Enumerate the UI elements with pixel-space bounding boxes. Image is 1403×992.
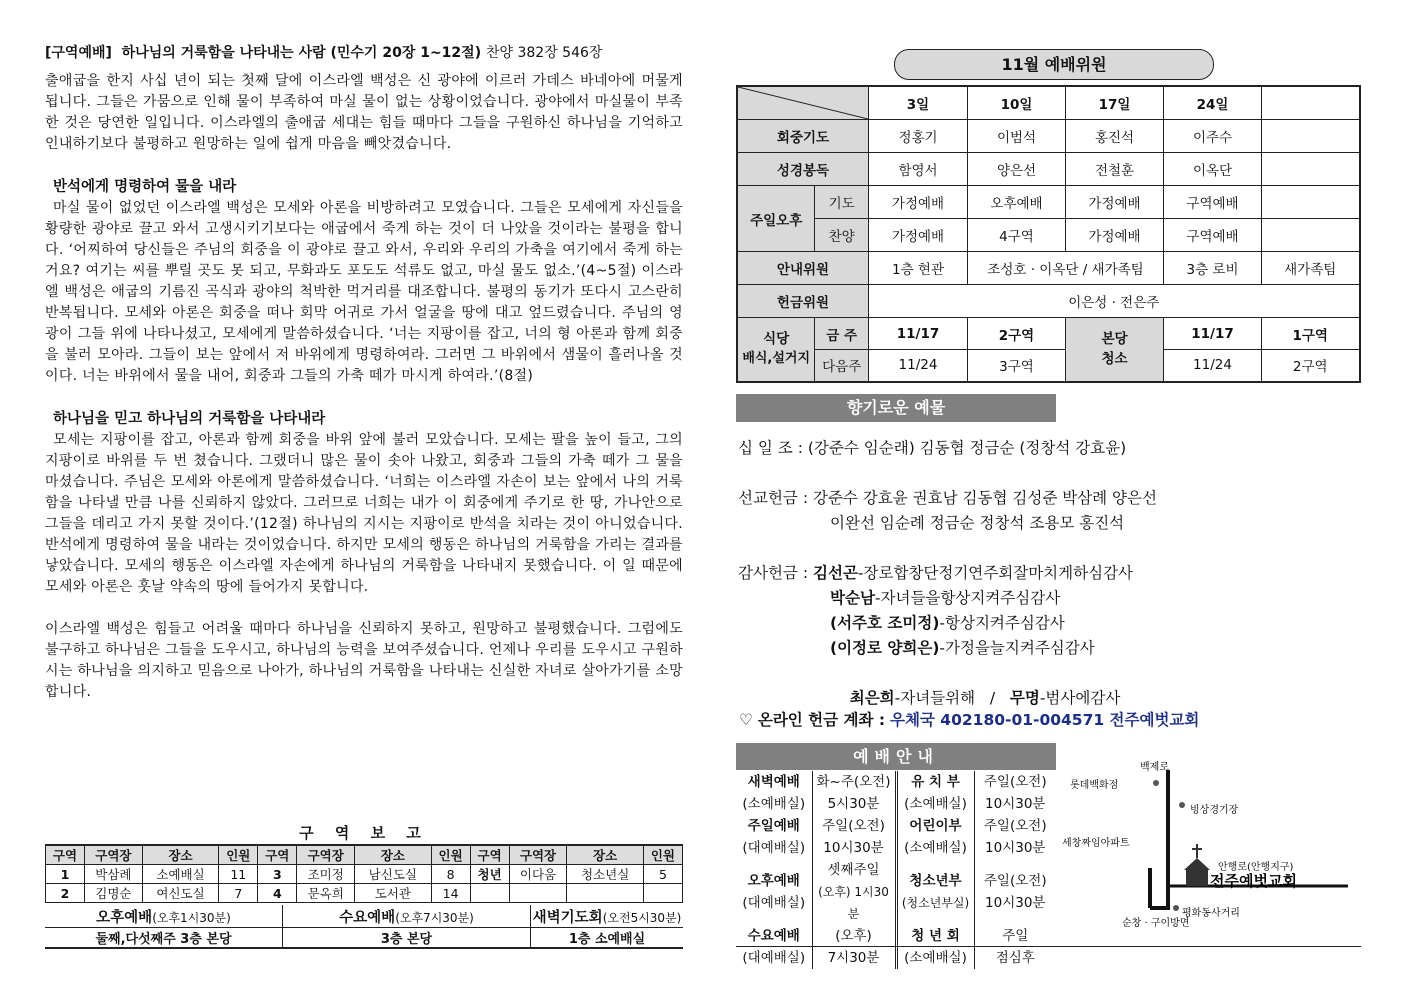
schedule-cell (1262, 186, 1360, 219)
sub-label: 기도 (815, 186, 869, 219)
district-cell: 7 (219, 884, 258, 903)
schedule-cell: 이주수 (1164, 120, 1262, 153)
guide-cell (812, 859, 896, 925)
service-cell (531, 905, 684, 928)
map-label-baekje: 백제로 (1140, 762, 1169, 773)
service-place: 3층 본당 (283, 928, 531, 949)
meal-label: 배식,설거지 (742, 351, 811, 367)
mission-names: 강준수 강효윤 권효남 김동협 김성준 박삼례 양은선 (812, 489, 1157, 507)
row-label (737, 318, 815, 382)
guide-time: 5시30분 (827, 796, 880, 812)
district-cell (643, 884, 682, 903)
guide-name: 수요예배 (747, 928, 800, 944)
schedule-cell: 가정예배 (869, 186, 968, 219)
guide-name: 청소년부 (909, 873, 962, 889)
district-cell: 소예배실 (142, 865, 219, 884)
row-label: 회중기도 (737, 120, 869, 153)
marker-icon (1173, 905, 1179, 911)
row-label: 안내위원 (737, 252, 869, 285)
guide-sub: (소예배실) (904, 950, 967, 966)
schedule-corner (737, 86, 869, 120)
guide-name: 유 치 부 (911, 774, 960, 790)
worship-guide-band: 예배안내 (736, 743, 1056, 770)
service-cell (45, 905, 283, 928)
guide-cell (974, 859, 1056, 925)
guide-cell (812, 771, 896, 815)
service-cell (283, 905, 531, 928)
thanks-name: (서주호 조미정) (830, 614, 940, 632)
sermon-section (45, 42, 683, 703)
sermon-title-line (45, 42, 683, 62)
guide-time: 10시30분 (985, 895, 1046, 911)
schedule-cell: 이옥단 (1164, 153, 1262, 186)
guide-name: 주일예배 (747, 818, 800, 834)
guide-time: (오후) (835, 928, 872, 944)
schedule-cell: 3층 로비 (1164, 252, 1262, 285)
guide-bottom-rule (736, 946, 1361, 947)
guide-sub: (대예배실) (742, 895, 806, 911)
sermon-title: 하나님의 거룩함을 나타내는 사람 (민수기 20장 1~12절) (121, 45, 482, 61)
schedule-cell: 11/17 (1164, 318, 1262, 350)
schedule-cell: 11/17 (869, 318, 968, 350)
district-header: 구역 (46, 845, 85, 865)
guide-time: 셋째주일 (827, 862, 880, 878)
schedule-cell: 새가족팀 (1262, 252, 1360, 285)
offerings-band: 향기로운 예물 (736, 394, 1056, 422)
thanks-section (738, 561, 1134, 707)
district-cell: 남신도실 (355, 865, 432, 884)
november-schedule (736, 85, 1361, 383)
row-label (1066, 318, 1164, 382)
schedule-cell: 조성호 · 이옥단 / 새가족팀 (968, 252, 1164, 285)
thanks-text: -범사에감사 (1039, 689, 1121, 707)
guide-time: 주일(오전) (983, 818, 1047, 834)
schedule-cell (1262, 153, 1360, 186)
district-cell: 5 (643, 865, 682, 884)
november-title: 11월 예배위원 (894, 49, 1214, 80)
guide-sub: (대예배실) (742, 950, 806, 966)
map-label-sunchang: 순창 · 구이방면 (1122, 918, 1190, 929)
district-cell: 도서관 (355, 884, 432, 903)
district-header: 장소 (567, 845, 644, 865)
district-header: 구역장 (297, 845, 355, 865)
schedule-cell: 가정예배 (869, 219, 968, 252)
sermon-subheading-2: 반석에게 명령하여 물을 내라 (53, 179, 237, 195)
district-header-row (46, 845, 683, 865)
service-name: 수요예배 (339, 909, 396, 926)
district-cell: 김명순 (85, 884, 143, 903)
thanks-name: (이정로 양희은) (830, 639, 940, 657)
guide-cell (812, 925, 896, 969)
district-cell: 이다움 (509, 865, 567, 884)
church-icon (1184, 844, 1210, 886)
sermon-label: [구역예배] (45, 45, 112, 61)
schedule-cell: 2구역 (1262, 350, 1360, 382)
schedule-cell: 양은선 (968, 153, 1066, 186)
marker-icon (1153, 780, 1159, 786)
schedule-cell: 1층 현관 (869, 252, 968, 285)
schedule-cell: 구역예배 (1164, 219, 1262, 252)
thanks-text: -자녀들을항상지켜주심감사 (874, 589, 1061, 607)
district-cell: 14 (431, 884, 470, 903)
schedule-cell: 전철훈 (1066, 153, 1164, 186)
guide-time: 주일(오전) (983, 774, 1047, 790)
district-header: 구역 (470, 845, 509, 865)
schedule-cell: 오후예배 (968, 186, 1066, 219)
sermon-paragraph-3: 모세는 지팡이를 잡고, 아론과 함께 회중을 바위 앞에 불러 모았습니다. 모세는 팔을 높이 들고, 그의 지팡이로 바위를 두 번 쳤습니다. 그랬더니 많은 물이 솟아 나왔고, 회중과 그들의 가축 떼가 그 물을 마셨습니다. 주님은 모세와 아론에게 말씀하셨습니다. ‘너희는 이스라엘 자손이 보는 앞에서 나의 거룩함을 나타낼 만큼 나를 신뢰하지 않았다. 그러므로 너희는 내가 이 회중에게 주기로 한 땅, 가나안으로 그들을 데리고 가지 못할 것이다.’(12절) 하나님의 지시는 지팡이로 반석을 치라는 것이 아니었습니다. 반석에게 명령하여 물을 내라는 것이었습니다. 하지만 모세의 행동은 하나님의 거룩함을 가리는 결과를 낳았습니다. 모세의 행동은 이스라엘 자손에게 하나님의 거룩함을 나타내지 못했습니다. 이 일 때문에 모세와 아론은 훗날 약속의 땅에 들어가지 못합니다. (45, 432, 683, 595)
service-time: (오후7시30분) (395, 910, 474, 925)
service-time: (오후1시30분) (152, 910, 231, 925)
map-label-apt: 세창짜임아파트 (1062, 838, 1130, 849)
map-label-inhaeng: 안행로(안행지구) (1218, 862, 1294, 873)
guide-cell (736, 815, 812, 859)
service-time: (오전5시30분) (602, 910, 682, 925)
district-header: 인원 (431, 845, 470, 865)
sermon-hymn: 찬양 382장 546장 (485, 45, 603, 61)
mission-label: 선교헌금 : (738, 489, 809, 507)
district-header: 인원 (219, 845, 258, 865)
district-report (45, 822, 683, 949)
row-label: 헌금위원 (737, 285, 869, 318)
guide-sub: (대예배실) (742, 840, 806, 856)
guide-cell (896, 859, 974, 925)
thanks-name: 박순남 (830, 589, 875, 607)
guide-time: (오후) 1시30분 (818, 885, 889, 921)
district-cell: 2 (46, 884, 85, 903)
november-schedule-table (736, 85, 1361, 383)
guide-time: 10시30분 (823, 840, 884, 856)
worship-guide-table (736, 771, 1056, 969)
district-cell: 3 (258, 865, 297, 884)
guide-time: 주일(오전) (822, 818, 885, 834)
guide-time: 주일 (1002, 928, 1029, 944)
thanks-text: -장로합창단정기연주회잘마치게하심감사 (857, 564, 1134, 582)
mission-section (738, 486, 1157, 536)
online-label: 온라인 헌금 계좌 : (757, 711, 886, 729)
district-cell (509, 884, 567, 903)
district-cell: 4 (258, 884, 297, 903)
row-label: 성경봉독 (737, 153, 869, 186)
map-label-church: 전주예벗교회 (1210, 872, 1297, 890)
guide-cell (974, 771, 1056, 815)
guide-cell (974, 925, 1056, 969)
district-report-title: 구 역 보 고 (299, 824, 429, 842)
guide-cell (974, 815, 1056, 859)
date-header: 17일 (1066, 86, 1164, 120)
schedule-cell: 가정예배 (1066, 186, 1164, 219)
thanks-name: 최은희 (849, 689, 895, 707)
thanks-text: -항상지켜주심감사 (939, 614, 1065, 632)
guide-sub: (소예배실) (904, 840, 967, 856)
online-account: 우체국 402180-01-004571 전주예벗교회 (889, 711, 1200, 729)
service-times-table (45, 905, 683, 949)
date-header: 24일 (1164, 86, 1262, 120)
table-row (46, 884, 683, 903)
guide-name: 새벽예배 (747, 774, 800, 790)
schedule-cell: 2구역 (968, 318, 1066, 350)
sub-label: 다음주 (815, 350, 869, 382)
district-cell: 문옥희 (297, 884, 355, 903)
guide-time: 7시30분 (827, 950, 880, 966)
service-place: 둘째,다섯째주 3층 본당 (45, 928, 283, 949)
map-label-ice: 빙상경기장 (1190, 805, 1239, 816)
sermon-paragraph-1: 출애굽을 한지 사십 년이 되는 첫째 달에 이스라엘 백성은 신 광야에 이르러 가데스 바네아에 머물게 됩니다. 그들은 가뭄으로 인해 물이 부족하여 마실 물이 없는 상황이었습니다. 광야에서 마실물이 부족한 것은 당연한 일입니다. 이스라엘의 출애굽 세대는 힘들 때마다 그들을 구원하신 하나님을 기억하고 인내하기보다 불평하고 원망하는 일에 쉽게 마음을 빼앗겼습니다. (45, 73, 683, 152)
heart-icon: ♡ (739, 711, 753, 729)
schedule-cell: 11/24 (1164, 350, 1262, 382)
map-label-lotte: 롯데백화점 (1070, 780, 1119, 791)
guide-time: 화~주(오전) (816, 774, 891, 790)
guide-sub: (청소년부실) (901, 896, 970, 910)
guide-name: 어린이부 (909, 818, 962, 834)
guide-time: 점심후 (995, 950, 1035, 966)
schedule-cell (1262, 219, 1360, 252)
sub-label: 금 주 (815, 318, 869, 350)
service-place: 1층 소예배실 (531, 928, 684, 949)
guide-cell (896, 925, 974, 969)
district-cell: 청년 (470, 865, 509, 884)
schedule-cell: 이범석 (968, 120, 1066, 153)
schedule-cell: 이은성 · 전은주 (869, 285, 1360, 318)
tithe-label: 십 일 조 : (738, 439, 803, 457)
guide-name: 오후예배 (747, 873, 800, 889)
date-header: 3일 (869, 86, 968, 120)
clean-label: 본당 (1101, 331, 1128, 348)
date-header (1262, 86, 1360, 120)
district-cell: 8 (431, 865, 470, 884)
guide-sub: (소예배실) (742, 796, 806, 812)
district-cell: 1 (46, 865, 85, 884)
district-cell: 11 (219, 865, 258, 884)
thanks-label: 감사헌금 : (738, 564, 809, 582)
marker-icon (1179, 802, 1185, 808)
guide-cell (896, 815, 974, 859)
schedule-cell: 1구역 (1262, 318, 1360, 350)
guide-cell (896, 771, 974, 815)
sermon-paragraph-2: 마실 물이 없었던 이스라엘 백성은 모세와 아론을 비방하려고 모였습니다. 그들은 모세에게 자신들을 황량한 광야로 끌고 와서 고생시키기보다는 애굽에서 죽게 하는 것이 더 나았을 것이라는 불평을 합니다. ‘어찌하여 당신들은 주님의 회중을 이 광야로 끌고 와서, 우리와 우리의 가축을 여기에서 죽게 하는 거요? 여기는 씨를 뿌릴 곳도 못 되고, 무화과도 포도도 석류도 없고, 마실 물도 없소.’(4~5절) 이스라엘 백성은 애굽의 기름진 곡식과 광야의 척박한 먹거리를 대조합니다. 불평의 동기가 또다시 고스란히 반복됩니다. 모세와 아론은 회중을 떠나 회막 어귀로 가서 얼굴을 땅에 대고 엎드렸습니다. 주님의 영광이 그들 위에 나타나셨고, 모세에게 말씀하셨습니다. ‘너는 지팡이를 잡고, 너의 형 아론과 함께 회중을 불러 모아라. 그들이 보는 앞에서 저 바위에게 명령하여라. 그러면 그 바위에서 샘물이 흘러나올 것이다. 너는 바위에서 물을 내어, 회중과 그들의 가축 떼가 마시게 하여라.’(8절) (45, 200, 683, 384)
thanks-text: -자녀들위해 / (894, 689, 1010, 707)
schedule-cell (1262, 120, 1360, 153)
district-cell: 청소년실 (567, 865, 644, 884)
guide-cell (812, 815, 896, 859)
guide-time: 10시30분 (985, 840, 1046, 856)
tithe-section (738, 436, 1126, 461)
schedule-cell: 홍진석 (1066, 120, 1164, 153)
clean-label: 청소 (1101, 351, 1128, 368)
date-header: 10일 (968, 86, 1066, 120)
schedule-cell: 4구역 (968, 219, 1066, 252)
schedule-cell: 11/24 (869, 350, 968, 382)
guide-cell (736, 859, 812, 925)
schedule-cell: 함영서 (869, 153, 968, 186)
district-header: 장소 (142, 845, 219, 865)
guide-cell (736, 925, 812, 969)
table-row (46, 865, 683, 884)
district-cell: 여신도실 (142, 884, 219, 903)
district-header: 구역 (258, 845, 297, 865)
district-cell: 박삼례 (85, 865, 143, 884)
guide-cell (736, 771, 812, 815)
district-report-table (45, 844, 683, 903)
row-label: 주일오후 (737, 186, 815, 252)
district-cell (470, 884, 509, 903)
online-offering (739, 708, 1199, 730)
district-cell (567, 884, 644, 903)
sermon-paragraph-4: 이스라엘 백성은 힘들고 어려울 때마다 하나님을 신뢰하지 못하고, 원망하고 불평했습니다. 그럼에도 불구하고 하나님은 그들을 도우시고, 하나님의 능력을 보여주셨습니다. 언제나 우리를 도우시고 구원하시는 하나님을 의지하고 믿음으로 나아가, 하나님의 거룩함을 나타내는 신실한 자녀로 살아가기를 소망합니다. (45, 621, 683, 700)
schedule-cell: 가정예배 (1066, 219, 1164, 252)
thanks-name: 김선곤 (812, 564, 858, 582)
mission-names: 이완선 임순례 정금순 정창석 조용모 홍진석 (830, 514, 1125, 532)
thanks-text: -가정을늘지켜주심감사 (939, 639, 1095, 657)
district-header: 장소 (355, 845, 432, 865)
guide-sub: (소예배실) (904, 796, 967, 812)
guide-time: 10시30분 (985, 796, 1046, 812)
guide-name: 청 년 회 (911, 928, 960, 944)
church-location-map (1060, 758, 1360, 944)
district-cell: 조미정 (297, 865, 355, 884)
service-name: 새벽기도회 (532, 909, 603, 926)
district-header: 구역장 (85, 845, 143, 865)
schedule-cell: 정홍기 (869, 120, 968, 153)
schedule-cell: 3구역 (968, 350, 1066, 382)
diagonal-line (738, 87, 868, 119)
sermon-subheading-3: 하나님을 믿고 하나님의 거룩함을 나타내라 (53, 411, 326, 427)
map-label-pyeonghwa: 평화동사거리 (1182, 908, 1240, 919)
service-name: 오후예배 (96, 909, 153, 926)
schedule-cell: 구역예배 (1164, 186, 1262, 219)
district-header: 구역장 (509, 845, 567, 865)
district-header: 인원 (643, 845, 682, 865)
sub-label: 찬양 (815, 219, 869, 252)
tithe-names: (강준수 임순래) 김동협 정금순 (정창석 강효윤) (807, 439, 1127, 457)
meal-label: 식당 (763, 331, 790, 348)
thanks-name: 무명 (1009, 689, 1040, 707)
guide-time: 주일(오전) (983, 873, 1047, 889)
